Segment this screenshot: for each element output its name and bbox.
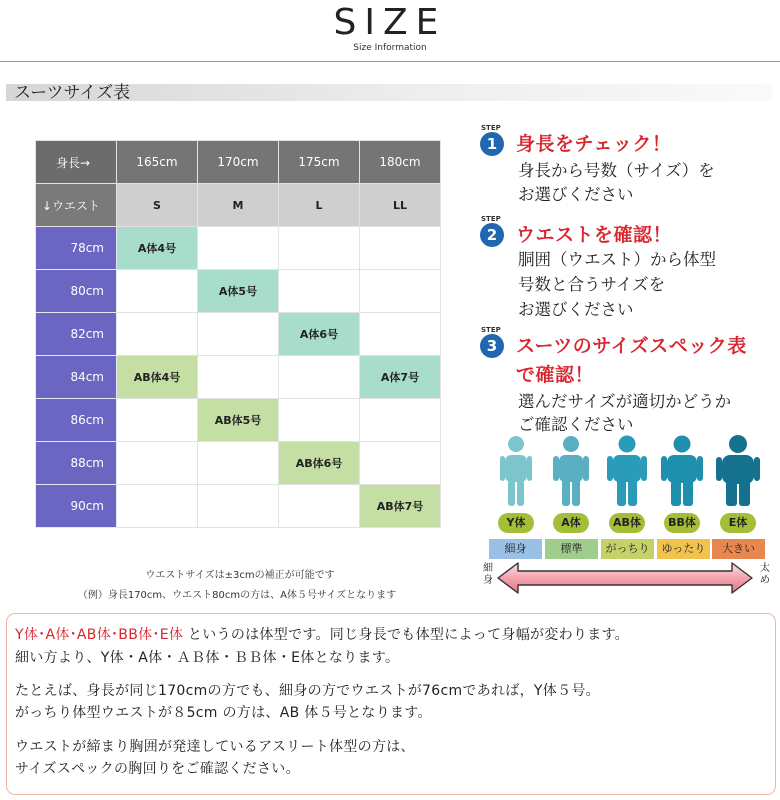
double-arrow-icon [496, 561, 754, 595]
empty-cell [198, 485, 279, 528]
page-subtitle: Size Information [353, 43, 427, 53]
step-body-line: 胴囲（ウエスト）から体型 [518, 250, 716, 269]
step-body-line: ご確認ください [518, 415, 634, 434]
step-label: STEP [481, 326, 501, 334]
table-row [36, 399, 441, 442]
table-row [36, 227, 441, 270]
step-heading: 身長をチェック！ [516, 133, 672, 155]
body-type-description: 細身 [489, 539, 542, 559]
corner-height-label: 身長→ [36, 141, 117, 184]
step-body-line: お選びください [518, 185, 634, 204]
waist-cell: 78cm [36, 227, 117, 270]
relaxed-figure-icon [661, 435, 703, 507]
size-result-cell: A体6号 [279, 313, 360, 356]
body-type-description: 大きい [712, 539, 765, 559]
empty-cell [117, 270, 198, 313]
waist-cell: 88cm [36, 442, 117, 485]
body-type-badge: Y体 [498, 513, 534, 533]
step-heading: ウエストを確認！ [516, 224, 673, 246]
waist-cell: 80cm [36, 270, 117, 313]
empty-cell [360, 227, 441, 270]
empty-cell [360, 399, 441, 442]
slim-to-large-scale [483, 561, 770, 609]
empty-cell [117, 399, 198, 442]
height-header-row [36, 141, 441, 184]
body-type-badge: BB体 [664, 513, 700, 533]
body-type-description: がっちり [601, 539, 654, 559]
info-line: ウエストが締まり胸囲が発達しているアスリート体型の方は、 [15, 739, 415, 755]
table-row [36, 442, 441, 485]
info-line: 細い方より、Y体・A体・ＡＢ体・ＢＢ体・E体となります。 [15, 650, 400, 666]
empty-cell [360, 270, 441, 313]
empty-cell [279, 270, 360, 313]
empty-cell [360, 313, 441, 356]
step-heading: スーツのサイズスペック表 [516, 335, 747, 357]
info-line: サイズスペックの胸回りをご確認ください。 [15, 761, 300, 777]
header-divider [0, 61, 780, 62]
table-row [36, 270, 441, 313]
size-table [35, 140, 441, 528]
large-figure-icon [716, 435, 760, 507]
height-cell: 175cm [279, 141, 360, 184]
step-heading: で確認！ [516, 364, 595, 386]
step-label: STEP [481, 124, 501, 132]
page-title: SIZE [333, 2, 447, 43]
size-result-cell: AB体5号 [198, 399, 279, 442]
scale-large-label: 太 め [760, 563, 770, 586]
size-result-cell: AB体7号 [360, 485, 441, 528]
section-heading: スーツサイズ表 [14, 83, 131, 103]
info-line: Y体･A体･AB体･BB体･E体 というのは体型です。同じ身長でも体型によって身幅が変わります。 [15, 627, 629, 643]
table-row [36, 313, 441, 356]
step-number-icon: 1 [480, 132, 504, 156]
standard-figure-icon [552, 435, 590, 507]
empty-cell [198, 313, 279, 356]
info-line: がっちり体型ウエストが８5cm の方は、AB 体５号となります。 [15, 705, 432, 721]
example-note: （例）身長170cm、ウエスト80cmの方は、A体５号サイズとなります [77, 590, 397, 601]
scale-slim-label: 細 身 [483, 563, 493, 586]
step-number-icon: 3 [480, 334, 504, 358]
size-result-cell: A体7号 [360, 356, 441, 399]
step-body-line: 身長から号数（サイズ）を [518, 161, 715, 180]
empty-cell [279, 227, 360, 270]
table-row [36, 356, 441, 399]
table-row [36, 485, 441, 528]
waist-cell: 90cm [36, 485, 117, 528]
size-cell: M [198, 184, 279, 227]
size-header-row [36, 184, 441, 227]
height-cell: 180cm [360, 141, 441, 184]
size-result-cell: AB体4号 [117, 356, 198, 399]
size-result-cell: A体5号 [198, 270, 279, 313]
size-cell: LL [360, 184, 441, 227]
size-cell: S [117, 184, 198, 227]
corner-waist-label: ↓ウエスト [36, 184, 117, 227]
empty-cell [198, 356, 279, 399]
empty-cell [279, 356, 360, 399]
empty-cell [279, 399, 360, 442]
body-type-badge: A体 [553, 513, 589, 533]
empty-cell [279, 485, 360, 528]
empty-cell [117, 313, 198, 356]
size-result-cell: A体4号 [117, 227, 198, 270]
size-result-cell: AB体6号 [279, 442, 360, 485]
body-type-description: 標準 [545, 539, 598, 559]
body-type-chart [483, 435, 770, 610]
body-type-badge: E体 [720, 513, 756, 533]
body-type-badge: AB体 [609, 513, 645, 533]
empty-cell [198, 227, 279, 270]
body-type-description: ゆったり [657, 539, 710, 559]
size-cell: L [279, 184, 360, 227]
body-type-list: Y体･A体･AB体･BB体･E体 [15, 627, 184, 643]
waist-cell: 84cm [36, 356, 117, 399]
empty-cell [117, 442, 198, 485]
empty-cell [360, 442, 441, 485]
step-body-line: 号数と合うサイズを [518, 275, 666, 294]
athletic-figure-icon [607, 435, 647, 507]
page-header [0, 0, 780, 62]
waist-adjust-note: ウエストサイズは±3cmの補正が可能です [145, 570, 335, 581]
height-cell: 170cm [198, 141, 279, 184]
waist-cell: 86cm [36, 399, 117, 442]
height-cell: 165cm [117, 141, 198, 184]
empty-cell [198, 442, 279, 485]
step-body-line: 選んだサイズが適切かどうか [518, 392, 732, 411]
step-label: STEP [481, 215, 501, 223]
step-number-icon: 2 [480, 223, 504, 247]
waist-cell: 82cm [36, 313, 117, 356]
section-heading-bar [6, 84, 772, 101]
info-line: たとえば、身長が同じ170cmの方でも、細身の方でウエストが76cmであれば，Y体５号。 [15, 683, 600, 699]
body-type-explanation [6, 613, 776, 795]
slim-figure-icon [498, 435, 534, 507]
step-body-line: お選びください [518, 300, 634, 319]
empty-cell [117, 485, 198, 528]
